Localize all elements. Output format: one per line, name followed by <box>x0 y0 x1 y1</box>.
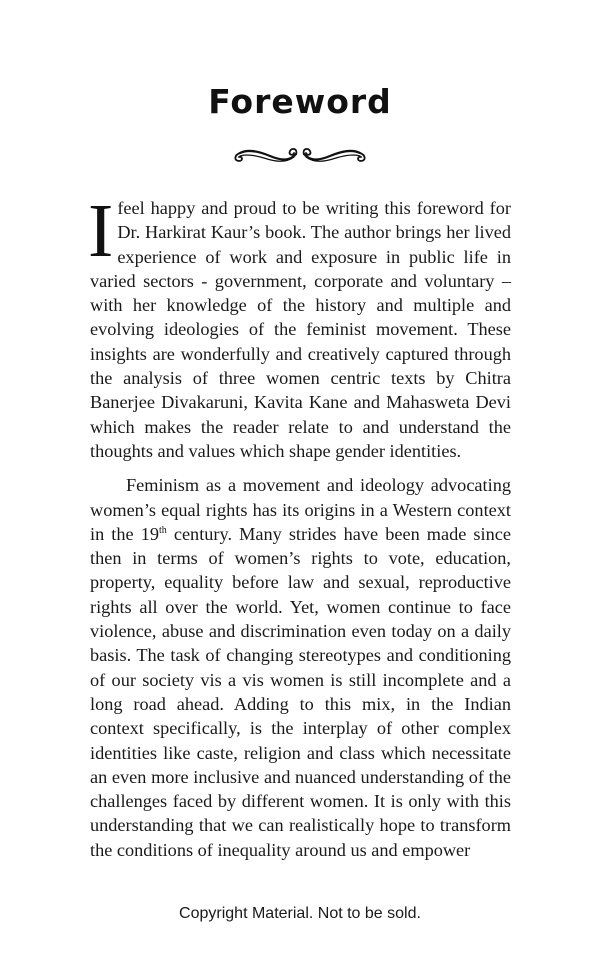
paragraph-2 <box>90 473 511 862</box>
copyright-notice: Copyright Material. Not to be sold. <box>179 905 421 922</box>
paragraph-2-text-end: century. Many strides have been made since then in terms of women’s rights to vote, education, property, equality before law and sexual, reproductive rights all over the world. Yet, women continue to face violence, abuse and discrimination even today on a daily basis. The task of changing stereotypes and conditioning of our society vis a vis women is still incomplete and a long road ahead. Adding to this mix, in the Indian context specifically, is the interplay of other complex identities like caste, religion and class which necessitate an even more inclusive and nuanced understanding of the challenges faced by different women. It is only with this understanding that we can realistically hope to transform the conditions of inequality around us and empower <box>90 523 511 860</box>
ordinal-superscript: th <box>158 524 167 536</box>
drop-cap: I <box>88 189 114 273</box>
flourish-divider-icon <box>230 143 370 167</box>
page-title: Foreword <box>208 82 392 121</box>
paragraph-2-text-start: Feminism as a movement and ideology advocating women’s equal rights has its origins in a Western context in the 19 <box>90 475 511 544</box>
paragraph-1-text: feel happy and proud to be writing this foreword for Dr. Harkirat Kaur’s book. The author brings her lived experience of work and exposure in public life in varied sectors - government, corporate and voluntary – with her knowledge of the history and multiple and evolving ideologies of the feminist movement. These insights are wonderfully and creatively captured through the analysis of three women centric texts by Chitra Banerjee Divakaruni, Kavita Kane and Mahasweta Devi which makes the reader relate to and understand the thoughts and values which shape gender identities. <box>90 198 511 461</box>
foreword-body <box>88 189 511 862</box>
paragraph-1 <box>88 189 511 463</box>
